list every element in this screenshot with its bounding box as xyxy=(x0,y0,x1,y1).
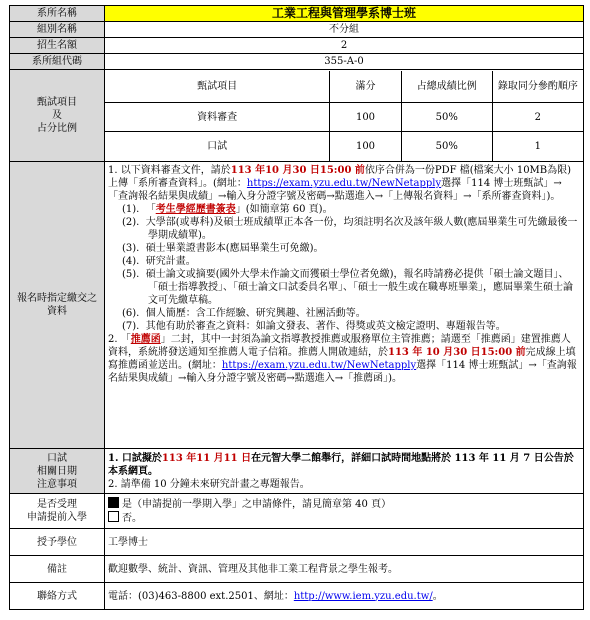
docs-p2-link-recommend[interactable]: 推薦函 xyxy=(130,334,161,345)
docs-item-3-num: (3). xyxy=(122,243,140,254)
docs-item-6 xyxy=(108,307,580,320)
remarks-value: 歡迎數學、統計、資訊、管理及其他非工業工程背景之學生報考。 xyxy=(105,556,584,583)
code-row xyxy=(10,54,584,70)
degree-row xyxy=(10,529,584,556)
interview-line-2: 2. 請準備 10 分鐘未來研究計畫之專題報告。 xyxy=(108,478,310,490)
exam-row-2-order: 1 xyxy=(492,132,583,161)
interview-label xyxy=(10,449,105,494)
docs-item-3 xyxy=(108,242,580,255)
early-yes-checkbox[interactable] xyxy=(108,497,119,508)
docs-p2-link[interactable]: https://exam.yzu.edu.tw/NewNetapply xyxy=(221,360,417,371)
dept-row xyxy=(10,6,584,22)
exam-table-cell xyxy=(105,70,584,162)
docs-content xyxy=(105,162,584,449)
exam-row-1-item: 資料審查 xyxy=(105,103,330,132)
exam-header-item: 甄試項目 xyxy=(105,71,330,103)
exam-row-2-full: 100 xyxy=(330,132,402,161)
contact-label: 聯絡方式 xyxy=(10,583,105,610)
exam-row-2 xyxy=(105,132,583,161)
admission-table xyxy=(9,5,584,610)
dept-name: 工業工程與管理學系博士班 xyxy=(105,6,584,22)
group-row xyxy=(10,22,584,38)
docs-paragraph-2 xyxy=(108,333,580,385)
exam-label xyxy=(10,70,105,162)
contact-link[interactable]: http://www.iem.yzu.edu.tw/ xyxy=(293,590,433,602)
docs-item-1-link[interactable]: 考生學經歷書簽表 xyxy=(155,204,236,215)
early-label-line2: 申請提前入學 xyxy=(27,512,87,523)
docs-item-4 xyxy=(108,255,580,268)
interview-label-line3: 注意事項 xyxy=(37,478,77,490)
remarks-label: 備註 xyxy=(10,556,105,583)
docs-p2-text-b: 」二封，其中一封須為論文指導教授推薦或服務單位主管推薦；請選至「推薦函」建置推薦人資料，系統將發送通知至推薦人電子信箱。推薦人開啟連結，於 xyxy=(108,334,571,358)
early-yes xyxy=(108,497,580,511)
exam-table xyxy=(105,71,583,161)
docs-item-1-num: (1). xyxy=(122,204,140,215)
docs-item-2 xyxy=(108,216,580,242)
interview-row xyxy=(10,449,584,494)
docs-item-1 xyxy=(108,203,580,216)
docs-item-4-num: (4). xyxy=(122,256,140,267)
docs-item-6-num: (6). xyxy=(122,308,140,319)
docs-item-5-num: (5). xyxy=(122,269,140,280)
early-content xyxy=(105,494,584,529)
exam-row-2-ratio: 50% xyxy=(401,132,492,161)
interview-label-line2: 相關日期 xyxy=(37,465,77,477)
exam-row xyxy=(10,70,584,162)
exam-label-line2: 及 xyxy=(52,110,62,121)
exam-header-order: 錄取同分參酌順序 xyxy=(492,71,583,103)
early-no-checkbox[interactable] xyxy=(108,511,119,522)
degree-label: 授予學位 xyxy=(10,529,105,556)
dept-label: 系所名稱 xyxy=(10,6,105,22)
docs-item-2-num: (2). xyxy=(122,217,140,228)
docs-item-1-pre: 「 xyxy=(145,204,156,215)
interview-l1-a: 1. 口試擬於 xyxy=(108,452,162,464)
exam-header-ratio: 占總成績比例 xyxy=(401,71,492,103)
docs-item-7-num: (7). xyxy=(122,321,140,332)
docs-paragraph-1 xyxy=(108,164,580,203)
docs-p1-link[interactable]: https://exam.yzu.edu.tw/NewNetapply xyxy=(246,178,442,189)
docs-item-5-text: 碩士論文或摘要(國外大學未作論文而獲碩士學位者免繳)，報名時請務必提供「碩士論文題目」、「碩士指導教授」、「碩士論文口試委員名單」、「碩士一般生或在職專班畢業」，應屆畢業生碩士論文可先繳草稿。 xyxy=(145,269,573,306)
exam-row-1 xyxy=(105,103,583,132)
contact-end: 。 xyxy=(432,590,443,602)
interview-label-line1: 口試 xyxy=(47,452,67,464)
early-no xyxy=(108,511,580,525)
quota-row xyxy=(10,38,584,54)
group-label: 組別名稱 xyxy=(10,22,105,38)
contact-row xyxy=(10,583,584,610)
docs-p2-text-d: 選擇「114 博士班甄試」→「查詢報名結果與成績」→輸入身分證字號及密碼→點選進入→「推薦函」)。 xyxy=(108,360,577,384)
docs-p1-deadline: 113 年10 月30 日15:00 前 xyxy=(230,165,365,176)
docs-p1-text-c: 選擇「114 博士班甄試」→「查詢報名結果與成績」→輸入身分證字號及密碼→點選進入→「上傳報名資料」→「系所審查資料」)。 xyxy=(108,178,562,202)
quota-value: 2 xyxy=(105,38,584,54)
exam-header-row xyxy=(105,71,583,103)
docs-item-7-text: 其他有助於審查之資料：如論文發表、著作、得獎或英文檢定證明、專題報告等。 xyxy=(145,321,506,332)
docs-p1-text-b: 依序合併為一份PDF 檔(檔案大小 10MB為限) 上傳「系所審查資料」。(網址： xyxy=(108,165,572,189)
docs-p1-text-a: 1. 以下資料審查文件，請於 xyxy=(108,165,231,176)
docs-row xyxy=(10,162,584,449)
interview-content xyxy=(105,449,584,494)
interview-line-1 xyxy=(108,452,580,478)
early-label-line1: 是否受理 xyxy=(37,499,77,510)
exam-row-1-full: 100 xyxy=(330,103,402,132)
early-no-text: 否。 xyxy=(122,513,142,524)
docs-p2-text-a: 2. 「 xyxy=(108,334,131,345)
code-value: 355-A-0 xyxy=(105,54,584,70)
docs-item-3-text: 碩士畢業證書影本(應屆畢業生可免繳)。 xyxy=(145,243,324,254)
remarks-row xyxy=(10,556,584,583)
exam-row-1-ratio: 50% xyxy=(401,103,492,132)
docs-item-1-post: 」(如簡章第 60 頁)。 xyxy=(235,204,333,215)
interview-date: 113 年11 月11 日 xyxy=(161,452,252,464)
early-row xyxy=(10,494,584,529)
early-yes-text: 是（申請提前一學期入學」之申請條件，請見簡章第 40 頁） xyxy=(122,499,392,510)
degree-value: 工學博士 xyxy=(105,529,584,556)
contact-text: 電話：(03)463-8800 ext.2501、網址： xyxy=(108,590,294,602)
docs-item-7 xyxy=(108,320,580,333)
exam-label-line1: 甄試項目 xyxy=(37,97,77,108)
exam-label-line3: 占分比例 xyxy=(37,123,77,134)
docs-item-2-text: 大學部(或專科)及碩士班成績單正本各一份，均須註明名次及該年級人數(應屆畢業生可先繳最後一學期成績單)。 xyxy=(145,217,578,241)
docs-item-6-text: 個人簡歷：含工作經驗、研究興趣、社團活動等。 xyxy=(145,308,366,319)
exam-row-2-item: 口試 xyxy=(105,132,330,161)
contact-value xyxy=(105,583,584,610)
group-value: 不分組 xyxy=(105,22,584,38)
docs-item-4-text: 研究計畫。 xyxy=(145,256,196,267)
exam-header-full: 滿分 xyxy=(330,71,402,103)
docs-p2-deadline: 113 年 10 月30 日15:00 前 xyxy=(388,347,526,358)
docs-label: 報名時指定繳交之資料 xyxy=(10,162,105,449)
quota-label: 招生名額 xyxy=(10,38,105,54)
code-label: 系所組代碼 xyxy=(10,54,105,70)
early-label xyxy=(10,494,105,529)
docs-p2-text-c: 完成線上填寫推薦函並送出。(網址： xyxy=(108,347,576,371)
interview-l1-b: 在元智大學二館舉行，詳細口試時間地點將於 113 年 11 月 7 日公告於本系網頁。 xyxy=(108,452,574,477)
docs-item-5 xyxy=(108,268,580,307)
exam-row-1-order: 2 xyxy=(492,103,583,132)
